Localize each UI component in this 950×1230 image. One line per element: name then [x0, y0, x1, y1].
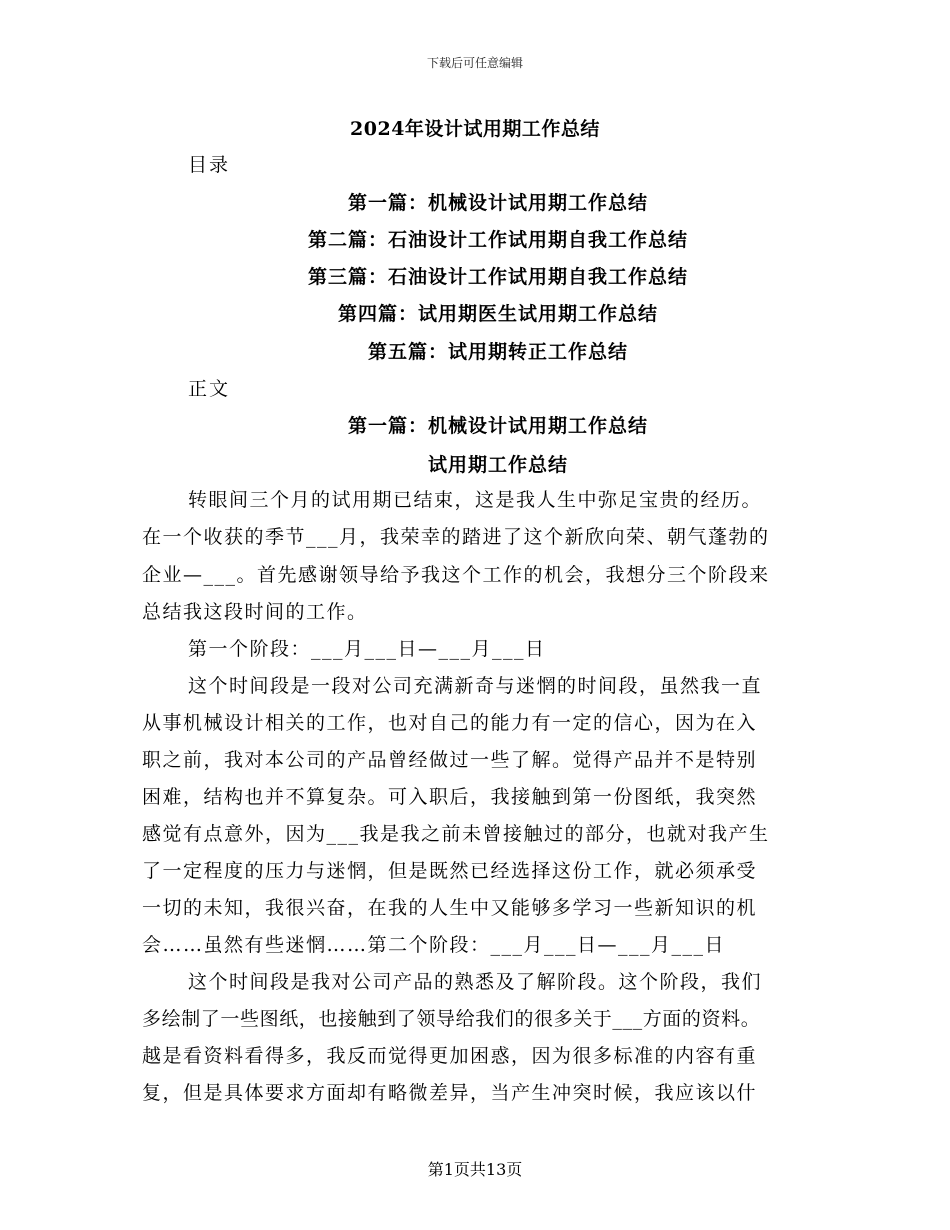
page-number-footer: 第1页共13页 — [427, 1160, 523, 1179]
toc-item-3: 第三篇：石油设计工作试用期自我工作总结 — [307, 266, 688, 288]
body-line: 第一个阶段：___月___日—___月___日 — [188, 638, 546, 660]
body-line: 这个时间段是我对公司产品的熟悉及了解阶段。这个阶段，我们 — [188, 971, 763, 993]
body-line: 企业—___。首先感谢领导给予我这个工作的机会，我想分三个阶段来 — [142, 564, 770, 586]
toc-item-5: 第五篇：试用期转正工作总结 — [367, 341, 628, 363]
toc-label: 目录 — [188, 154, 231, 176]
body-line: 了一定程度的压力与迷惘，但是既然已经选择这份工作，就必须承受 — [142, 860, 758, 882]
body-line: 总结我这段时间的工作。 — [142, 601, 368, 623]
body-line: 这个时间段是一段对公司充满新奇与迷惘的时间段，虽然我一直 — [188, 675, 763, 697]
header-note: 下载后可任意编辑 — [426, 56, 523, 70]
body-label: 正文 — [188, 378, 231, 400]
toc-item-4: 第四篇：试用期医生试用期工作总结 — [337, 303, 658, 325]
body-line: 职之前，我对本公司的产品曾经做过一些了解。觉得产品并不是特别 — [142, 749, 758, 771]
body-line: 多绘制了一些图纸，也接触到了领导给我们的很多关于___方面的资料。 — [142, 1008, 761, 1030]
body-line: 从事机械设计相关的工作，也对自己的能力有一定的信心，因为在入 — [142, 712, 758, 734]
toc-item-1: 第一篇：机械设计试用期工作总结 — [347, 192, 648, 214]
body-line: 转眼间三个月的试用期已结束，这是我人生中弥足宝贵的经历。 — [188, 489, 763, 511]
body-line: 困难，结构也并不算复杂。可入职后，我接触到第一份图纸，我突然 — [142, 786, 758, 808]
body-line: 一切的未知，我很兴奋，在我的人生中又能够多学习一些新知识的机 — [142, 897, 758, 919]
body-line: 在一个收获的季节___月，我荣幸的踏进了这个新欣向荣、朝气蓬勃的 — [142, 526, 770, 548]
toc-item-2: 第二篇：石油设计工作试用期自我工作总结 — [307, 229, 688, 251]
section-subtitle: 试用期工作总结 — [427, 454, 568, 476]
document-title: 2024年设计试用期工作总结 — [350, 118, 600, 140]
body-line: 会……虽然有些迷惘……第二个阶段：___月___日—___月___日 — [142, 934, 726, 956]
body-line: 越是看资料看得多，我反而觉得更加困惑，因为很多标准的内容有重 — [142, 1045, 758, 1067]
section-title: 第一篇：机械设计试用期工作总结 — [347, 415, 648, 437]
body-line: 复，但是具体要求方面却有略微差异，当产生冲突时候，我应该以什 — [142, 1082, 758, 1104]
body-line: 感觉有点意外，因为___我是我之前未曾接触过的部分，也就对我产生 — [142, 823, 770, 845]
